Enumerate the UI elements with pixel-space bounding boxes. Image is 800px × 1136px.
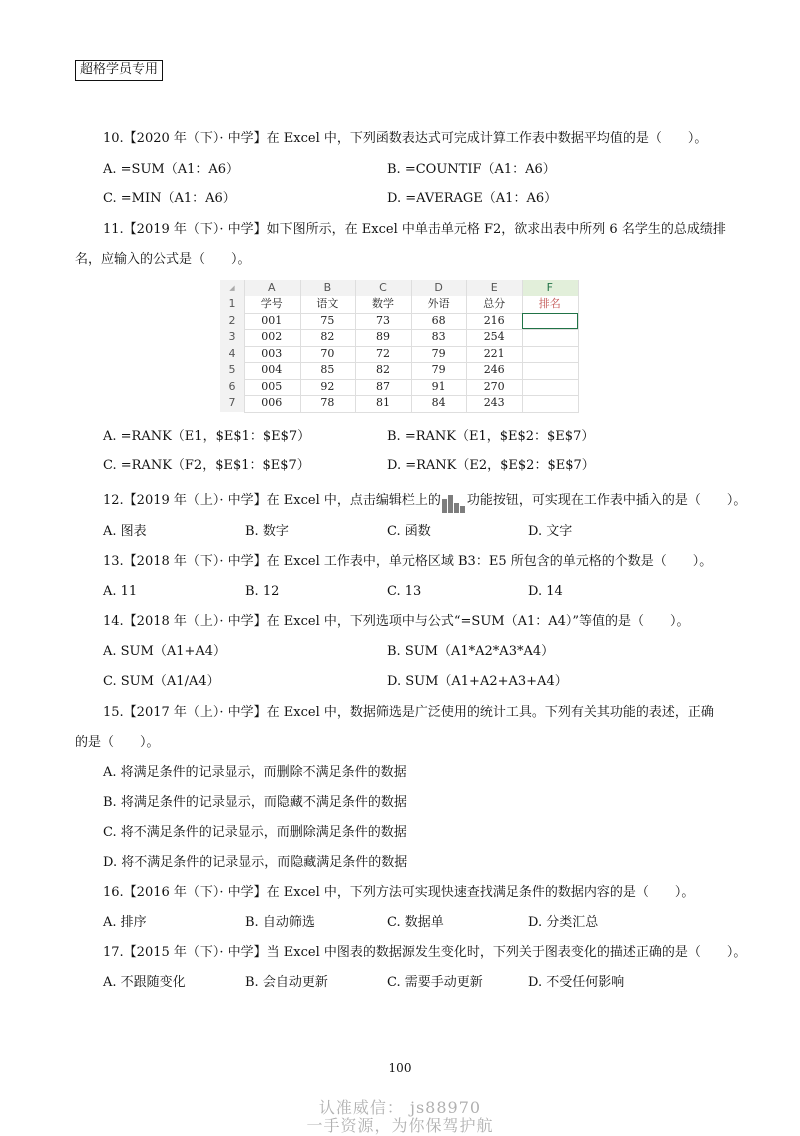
column-header-a: A bbox=[244, 280, 300, 296]
sheet-corner: ◢ bbox=[220, 280, 244, 296]
question-13-option-a: A. 11 bbox=[103, 584, 138, 599]
cell-b1: 语文 bbox=[316, 297, 339, 310]
watermark-line2: 一手资源，为你保驾护航 bbox=[306, 1116, 494, 1135]
cell-d4: 79 bbox=[431, 346, 446, 360]
question-16-option-c: C. 数据单 bbox=[387, 915, 444, 930]
question-15-stem-line2: 的是（ ）。 bbox=[75, 735, 160, 750]
cell-e5: 246 bbox=[483, 363, 505, 376]
grid-line-horizontal bbox=[244, 412, 578, 413]
cell-f5 bbox=[522, 362, 578, 379]
cell-b7: 78 bbox=[320, 396, 335, 409]
question-12-option-d: D. 文字 bbox=[528, 524, 573, 539]
question-16-stem: 16.【2016 年（下）· 中学】在 Excel 中，下列方法可实现快速查找满足条件的数据内容的是（ ）。 bbox=[103, 885, 695, 900]
row-header-5: 5 bbox=[220, 362, 244, 379]
cell-c7: 81 bbox=[375, 396, 390, 409]
question-12-stem-after: 功能按钮，可实现在工作表中插入的是（ ）。 bbox=[466, 493, 747, 508]
cell-c4: 72 bbox=[375, 346, 390, 360]
cell-d3: 83 bbox=[431, 330, 446, 343]
question-13-option-b: B. 12 bbox=[245, 584, 280, 599]
cell-c5: 82 bbox=[375, 363, 390, 376]
question-17-stem: 17.【2015 年（下）· 中学】当 Excel 中图表的数据源发生变化时，下列关于图表变化的描述正确的是（ ）。 bbox=[103, 945, 747, 960]
cell-c3: 89 bbox=[375, 330, 390, 343]
cell-f4 bbox=[522, 346, 578, 363]
question-14-option-c: C. SUM（A1/A4） bbox=[103, 674, 220, 689]
cell-d6: 91 bbox=[431, 379, 446, 393]
question-16-option-d: D. 分类汇总 bbox=[528, 915, 599, 930]
question-12-option-b: B. 数字 bbox=[245, 524, 289, 539]
row-header-1: 1 bbox=[220, 296, 244, 313]
column-header-f: F bbox=[522, 280, 578, 296]
cell-f7 bbox=[522, 395, 578, 412]
question-13-stem: 13.【2018 年（下）· 中学】在 Excel 工作表中，单元格区域 B3：E5 所包含的单元格的个数是（ ）。 bbox=[103, 554, 713, 569]
cell-b5: 85 bbox=[320, 363, 335, 376]
question-17-option-d: D. 不受任何影响 bbox=[528, 975, 625, 990]
cell-a5: 004 bbox=[261, 363, 283, 376]
spreadsheet-figure bbox=[220, 280, 578, 413]
question-15-stem-line1: 15.【2017 年（上）· 中学】在 Excel 中，数据筛选是广泛使用的统计工具。下列有关其功能的表述，正确 bbox=[103, 705, 714, 720]
question-12-option-a: A. 图表 bbox=[103, 524, 147, 539]
cell-e7: 243 bbox=[483, 396, 505, 409]
question-15-option-d: D. 将不满足条件的记录显示，而隐藏满足条件的数据 bbox=[103, 855, 408, 870]
cell-c1: 数学 bbox=[371, 297, 394, 310]
page-number: 100 bbox=[388, 1061, 412, 1075]
cell-e4: 221 bbox=[483, 346, 505, 360]
cell-f3 bbox=[522, 329, 578, 346]
bar-chart-icon bbox=[442, 495, 466, 513]
question-11-stem-line2: 名，应输入的公式是（ ）。 bbox=[75, 252, 251, 267]
cell-d7: 84 bbox=[431, 396, 446, 409]
cell-a1: 学号 bbox=[260, 297, 283, 310]
column-header-d: D bbox=[411, 280, 467, 296]
cell-a7: 006 bbox=[261, 396, 283, 409]
cell-d2: 68 bbox=[431, 313, 446, 327]
question-14-option-a: A. SUM（A1+A4） bbox=[103, 644, 227, 659]
cell-a3: 002 bbox=[261, 330, 283, 343]
cell-e3: 254 bbox=[483, 330, 505, 343]
cell-d1: 外语 bbox=[427, 297, 450, 310]
question-11-option-d: D. =RANK（E2，$E$2：$E$7） bbox=[387, 458, 595, 473]
cell-f6 bbox=[522, 379, 578, 396]
cell-a4: 003 bbox=[261, 346, 283, 360]
column-header-b: B bbox=[300, 280, 356, 296]
question-10-option-d: D. =AVERAGE（A1：A6） bbox=[387, 191, 558, 206]
row-header-7: 7 bbox=[220, 395, 244, 412]
cell-e6: 270 bbox=[483, 379, 505, 393]
row-header-3: 3 bbox=[220, 329, 244, 346]
cell-d5: 79 bbox=[431, 363, 446, 376]
question-12-stem bbox=[103, 492, 746, 513]
column-header-c: C bbox=[355, 280, 411, 296]
cell-a2: 001 bbox=[261, 313, 283, 327]
cell-a6: 005 bbox=[261, 379, 283, 393]
question-14-stem: 14.【2018 年（上）· 中学】在 Excel 中，下列选项中与公式“=SUM（A1：A4）”等值的是（ ）。 bbox=[103, 614, 690, 629]
grid-line-vertical bbox=[578, 280, 579, 413]
question-15-option-c: C. 将不满足条件的记录显示，而删除满足条件的数据 bbox=[103, 825, 407, 840]
question-13-option-d: D. 14 bbox=[528, 584, 563, 599]
question-15-option-a: A. 将满足条件的记录显示，而删除不满足条件的数据 bbox=[103, 765, 407, 780]
row-header-6: 6 bbox=[220, 379, 244, 396]
question-17-option-b: B. 会自动更新 bbox=[245, 975, 328, 990]
question-15-option-b: B. 将满足条件的记录显示，而隐藏不满足条件的数据 bbox=[103, 795, 407, 810]
question-10-option-b: B. =COUNTIF（A1：A6） bbox=[387, 162, 556, 177]
question-17-option-a: A. 不跟随变化 bbox=[103, 975, 186, 990]
cell-b2: 75 bbox=[320, 313, 335, 327]
question-14-option-d: D. SUM（A1+A2+A3+A4） bbox=[387, 674, 568, 689]
header-tag: 超格学员专用 bbox=[75, 60, 163, 81]
cell-b4: 70 bbox=[320, 346, 335, 360]
watermark-line1: 认准威信： js88970 bbox=[318, 1098, 482, 1117]
question-12-option-c: C. 函数 bbox=[387, 524, 431, 539]
cell-c2: 73 bbox=[375, 313, 390, 327]
cell-b3: 82 bbox=[320, 330, 335, 343]
row-header-2: 2 bbox=[220, 313, 244, 330]
question-11-option-a: A. =RANK（E1，$E$1：$E$7） bbox=[103, 429, 311, 444]
question-11-option-c: C. =RANK（F2，$E$1：$E$7） bbox=[103, 458, 310, 473]
cell-e1: 总分 bbox=[483, 297, 506, 310]
cell-c6: 87 bbox=[375, 379, 390, 393]
question-16-option-a: A. 排序 bbox=[103, 915, 147, 930]
cell-b6: 92 bbox=[320, 379, 335, 393]
question-10-option-a: A. =SUM（A1：A6） bbox=[103, 162, 240, 177]
cell-f1: 排名 bbox=[538, 297, 561, 310]
question-13-option-c: C. 13 bbox=[387, 584, 422, 599]
selected-cell-outline bbox=[522, 313, 578, 330]
question-11-stem-line1: 11.【2019 年（下）· 中学】如下图所示，在 Excel 中单击单元格 F2，欲求出表中所列 6 名学生的总成绩排 bbox=[103, 222, 726, 237]
question-17-option-c: C. 需要手动更新 bbox=[387, 975, 483, 990]
row-header-4: 4 bbox=[220, 346, 244, 363]
question-10-option-c: C. =MIN（A1：A6） bbox=[103, 191, 236, 206]
cell-e2: 216 bbox=[483, 313, 505, 327]
question-14-option-b: B. SUM（A1*A2*A3*A4） bbox=[387, 644, 555, 659]
question-16-option-b: B. 自动筛选 bbox=[245, 915, 315, 930]
question-12-stem-before: 12.【2019 年（上）· 中学】在 Excel 中，点击编辑栏上的 bbox=[103, 493, 441, 508]
column-header-e: E bbox=[466, 280, 522, 296]
question-11-option-b: B. =RANK（E1，$E$2：$E$7） bbox=[387, 429, 595, 444]
question-10-stem: 10.【2020 年（下）· 中学】在 Excel 中，下列函数表达式可完成计算工作表中数据平均值的是（ ）。 bbox=[103, 131, 708, 146]
